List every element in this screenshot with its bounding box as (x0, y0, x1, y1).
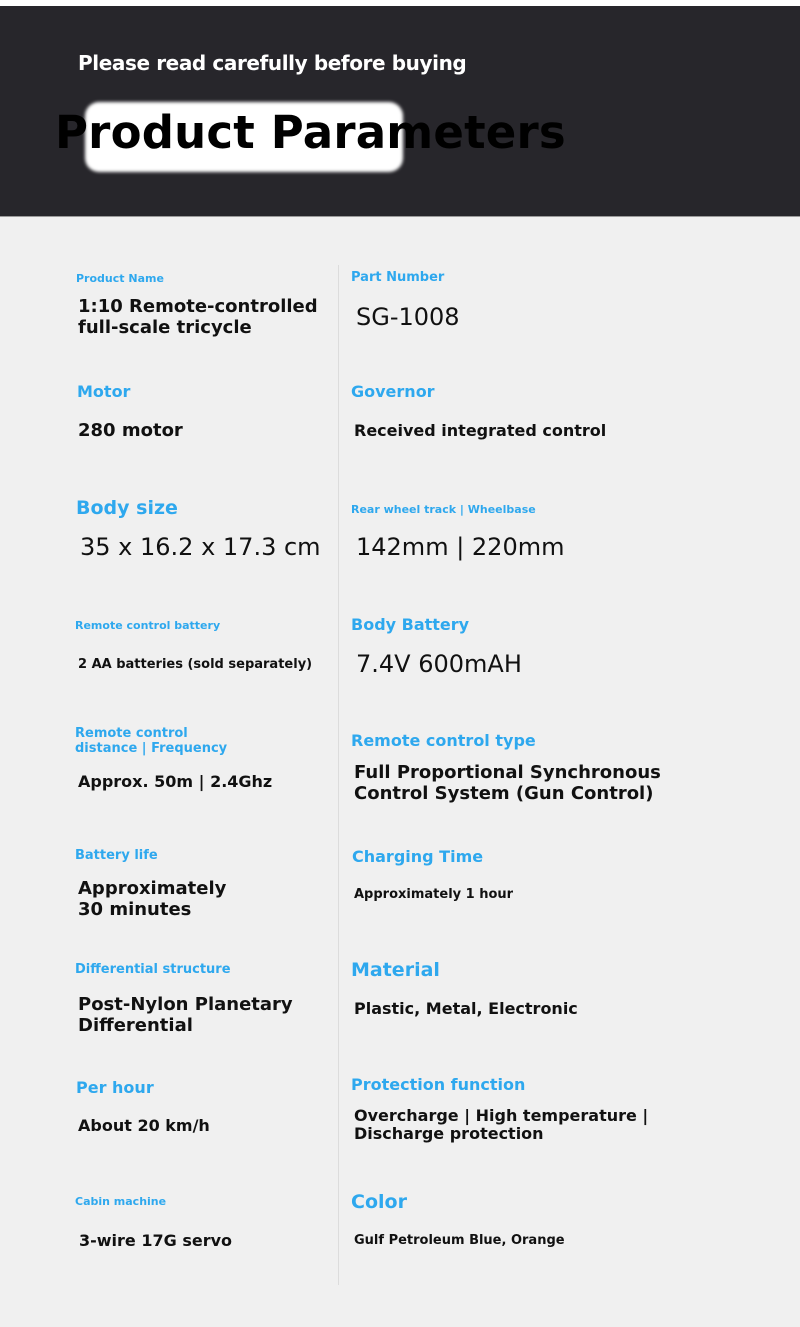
product-name-value (78, 297, 318, 338)
charging-value: Approximately 1 hour (354, 887, 514, 902)
per-hour-label: Per hour (76, 1078, 154, 1097)
battery-life-line2: 30 minutes (78, 898, 192, 920)
header-banner (0, 6, 800, 217)
material-label: Material (351, 959, 440, 981)
protection-label: Protection function (351, 1075, 526, 1094)
distance-label (75, 727, 227, 757)
cabin-value: 3-wire 17G servo (79, 1231, 233, 1250)
rc-type-value (354, 763, 661, 804)
battery-life-value (78, 879, 226, 920)
body-battery-label: Body Battery (351, 615, 470, 634)
track-value: 142mm | 220mm (356, 533, 565, 561)
page-title: Product Parameters (55, 106, 566, 159)
battery-life-label: Battery life (75, 848, 158, 863)
header-note: Please read carefully before buying (78, 51, 467, 75)
cabin-label: Cabin machine (75, 1195, 167, 1208)
rc-type-label: Remote control type (351, 731, 536, 750)
rc-battery-value: 2 AA batteries (sold separately) (78, 657, 313, 672)
part-number-label: Part Number (351, 270, 445, 285)
rc-type-line1: Full Proportional Synchronous (354, 762, 661, 783)
per-hour-value: About 20 km/h (78, 1116, 210, 1135)
governor-value: Received integrated control (354, 421, 607, 440)
protection-value (354, 1107, 648, 1144)
protection-line2: Discharge protection (354, 1124, 544, 1144)
differential-line2: Differential (78, 1014, 193, 1036)
body-size-value: 35 x 16.2 x 17.3 cm (80, 533, 321, 561)
part-number-value: SG-1008 (356, 303, 460, 331)
column-divider (338, 265, 339, 1285)
protection-line1: Overcharge | High temperature | (354, 1106, 649, 1125)
title-block (55, 100, 566, 180)
material-value: Plastic, Metal, Electronic (354, 999, 578, 1018)
color-label: Color (351, 1191, 407, 1213)
product-name-label: Product Name (76, 272, 164, 285)
track-label: Rear wheel track | Wheelbase (351, 503, 536, 516)
differential-line1: Post-Nylon Planetary (78, 994, 293, 1015)
body-battery-value: 7.4V 600mAH (356, 650, 522, 678)
charging-label: Charging Time (352, 847, 484, 866)
differential-value (78, 995, 293, 1036)
distance-label-line1: Remote control (75, 726, 188, 741)
product-name-line2: full-scale tricycle (78, 316, 252, 338)
color-value: Gulf Petroleum Blue, Orange (354, 1233, 565, 1248)
rc-type-line2: Control System (Gun Control) (354, 782, 654, 804)
parameters-panel (0, 217, 800, 1327)
body-size-label: Body size (76, 497, 178, 519)
motor-label: Motor (77, 382, 131, 401)
governor-label: Governor (351, 382, 435, 401)
motor-value: 280 motor (78, 420, 183, 441)
differential-label: Differential structure (75, 962, 231, 977)
distance-value: Approx. 50m | 2.4Ghz (78, 772, 273, 791)
battery-life-line1: Approximately (78, 878, 227, 899)
distance-label-line2: distance | Frequency (75, 740, 228, 756)
product-name-line1: 1:10 Remote-controlled (78, 296, 318, 317)
rc-battery-label: Remote control battery (75, 619, 221, 632)
